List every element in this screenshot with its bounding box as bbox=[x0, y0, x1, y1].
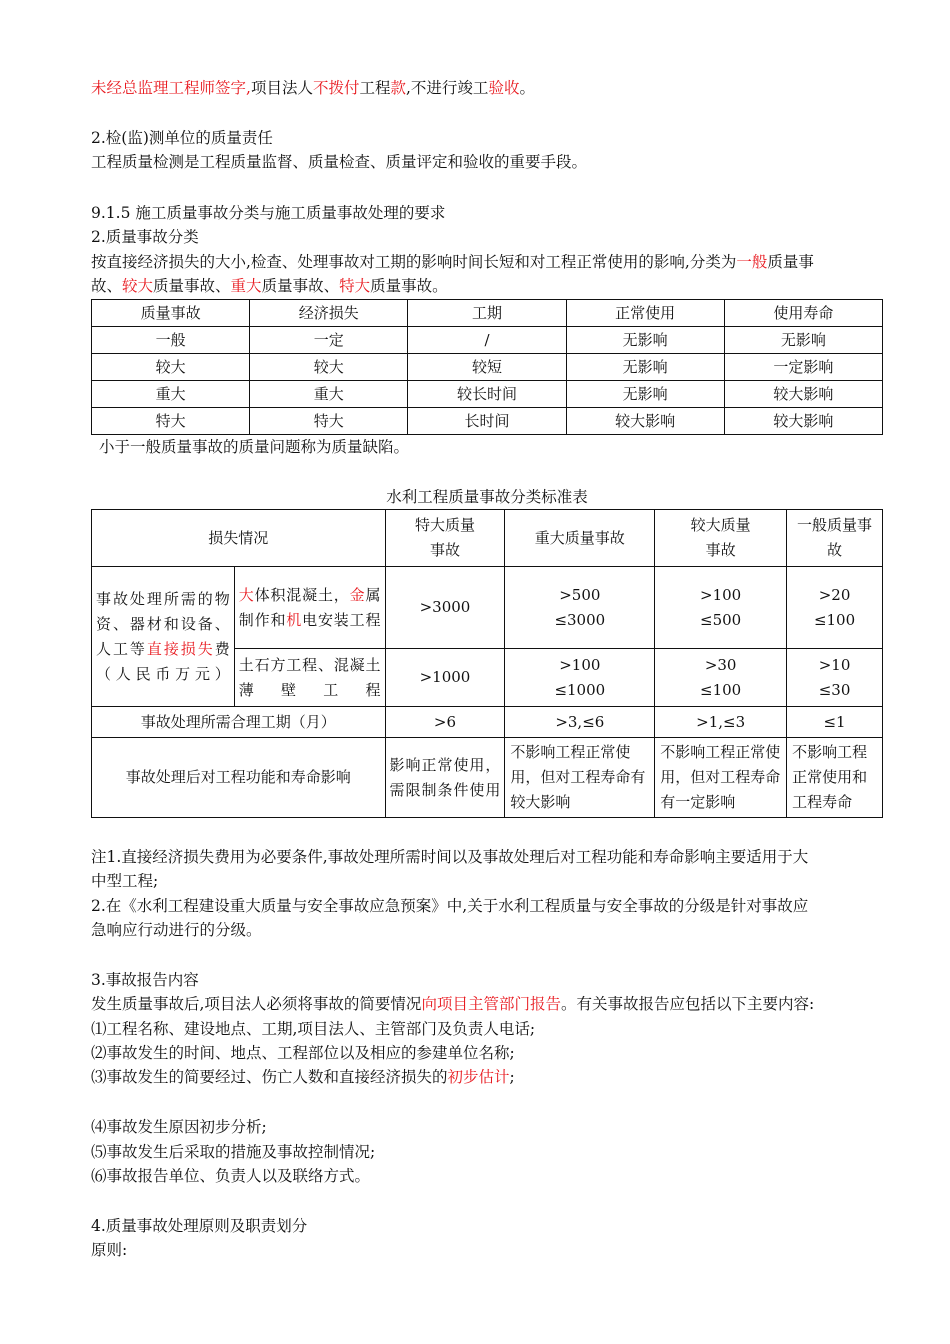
para2-red-3: 特大 bbox=[339, 277, 371, 295]
section-4-heading: 4.质量事故处理原则及职责划分 bbox=[91, 1217, 308, 1235]
list-item: ⑷事故发生原因初步分析; bbox=[91, 1118, 267, 1136]
intro-text-2: 工程 bbox=[359, 79, 391, 97]
para1-red: 一般 bbox=[736, 253, 768, 271]
intro-line bbox=[91, 77, 535, 99]
intro-red-3: 款 bbox=[390, 79, 406, 97]
table1-header: 工期 bbox=[408, 300, 566, 327]
row-a-red-1: 大 bbox=[238, 585, 255, 604]
intro-red-4: 验收 bbox=[488, 79, 520, 97]
table-row bbox=[92, 408, 883, 435]
table1-header-row bbox=[92, 300, 883, 327]
table1-cell: 较短 bbox=[408, 354, 566, 381]
para2-red-2: 重大 bbox=[230, 277, 262, 295]
table2-cell: >6 bbox=[385, 707, 505, 738]
table1-note: 小于一般质量事故的质量问题称为质量缺陷。 bbox=[99, 438, 410, 456]
table2-cell: 不影响工程正常使用，但对工程寿命有一定影响 bbox=[655, 738, 787, 818]
table1-cell: 较大影响 bbox=[724, 381, 882, 408]
note-2-line-2: 急响应行动进行的分级。 bbox=[91, 921, 262, 939]
table1-cell: 无影响 bbox=[566, 381, 724, 408]
table1-header: 使用寿命 bbox=[724, 300, 882, 327]
section-915-subheading: 2.质量事故分类 bbox=[91, 228, 199, 246]
intro-text-3: ,不进行竣工 bbox=[406, 79, 489, 97]
section-3-red: 向项目主管部门报告 bbox=[421, 995, 561, 1013]
accident-category-table bbox=[91, 299, 883, 435]
section-3-text-b: 。有关事故报告应包括以下主要内容: bbox=[560, 995, 815, 1013]
cost-label-red: 直接损失 bbox=[146, 639, 215, 658]
intro-red-2: 不拨付 bbox=[312, 79, 360, 97]
table2-row-a-label bbox=[234, 567, 385, 649]
table2-header: 一般质量事故 bbox=[787, 510, 883, 567]
row-a-red-3: 机 bbox=[286, 610, 303, 629]
table2-header-loss: 损失情况 bbox=[92, 510, 386, 567]
row-a-text-1: 体积混凝土， bbox=[254, 585, 350, 604]
table2-cell: ≤1 bbox=[787, 707, 883, 738]
table1-cell: 特大 bbox=[92, 408, 250, 435]
table1-header: 质量事故 bbox=[92, 300, 250, 327]
table2-cell: >3,≤6 bbox=[505, 707, 655, 738]
item3-red: 初步估计 bbox=[447, 1068, 510, 1086]
item3-text-b: ; bbox=[509, 1068, 515, 1086]
table1-cell: 无影响 bbox=[566, 354, 724, 381]
section-3-para bbox=[91, 993, 814, 1015]
table1-cell: 较大 bbox=[92, 354, 250, 381]
table1-cell: 无影响 bbox=[724, 327, 882, 354]
para2-text-d: 质量事故。 bbox=[370, 277, 448, 295]
table2-cell: >500 ≤3000 bbox=[505, 567, 655, 649]
table2-cell: >1,≤3 bbox=[655, 707, 787, 738]
table-row bbox=[92, 381, 883, 408]
list-item: ⑴工程名称、建设地点、工期,项目法人、主管部门及负责人电话; bbox=[91, 1020, 536, 1038]
table1-cell: 较大 bbox=[250, 354, 408, 381]
table2-cell: >100 ≤1000 bbox=[505, 649, 655, 707]
table2-cell: >30 ≤100 bbox=[655, 649, 787, 707]
table2-header bbox=[385, 510, 505, 567]
table2-header-row bbox=[92, 510, 883, 567]
table2-cell: >10 ≤30 bbox=[787, 649, 883, 707]
intro-text-4: 。 bbox=[519, 79, 535, 97]
table2-caption: 水利工程质量事故分类标准表 bbox=[386, 488, 588, 506]
table1-cell: 重大 bbox=[250, 381, 408, 408]
water-conservancy-classification-table bbox=[91, 509, 883, 818]
table1-cell: / bbox=[408, 327, 566, 354]
note-1-line-2: 中型工程; bbox=[91, 872, 159, 890]
table2-cell: 影响正常使用，需限制条件使用 bbox=[385, 738, 505, 818]
table-row bbox=[92, 327, 883, 354]
cost-label-text: 事故处理所需的物资、器材和设备、人工等 bbox=[96, 589, 230, 658]
table-row bbox=[92, 567, 883, 649]
list-item: ⑹事故报告单位、负责人以及联络方式。 bbox=[91, 1167, 371, 1185]
table2-header: 重大质量事故 bbox=[505, 510, 655, 567]
table2-cell: >100 ≤500 bbox=[655, 567, 787, 649]
note-1-line-1: 注1.直接经济损失费用为必要条件,事故处理所需时间以及事故处理后对工程功能和寿命影响主要适用于大 bbox=[91, 848, 809, 866]
table2-cell: 不影响工程正常使用，但对工程寿命有较大影响 bbox=[505, 738, 655, 818]
table-row bbox=[92, 738, 883, 818]
section-2-heading: 2.检(监)测单位的质量责任 bbox=[91, 129, 273, 147]
para2-text-b: 质量事故、 bbox=[153, 277, 231, 295]
table2-row-b-label: 土石方工程、混凝土薄壁工程 bbox=[234, 649, 385, 707]
classification-para-line1 bbox=[91, 251, 814, 273]
table-row bbox=[92, 354, 883, 381]
table2-cell: 不影响工程正常使用和工程寿命 bbox=[787, 738, 883, 818]
section-3-heading: 3.事故报告内容 bbox=[91, 971, 199, 989]
table1-cell: 一定影响 bbox=[724, 354, 882, 381]
table1-cell: 特大 bbox=[250, 408, 408, 435]
item3-text-a: ⑶事故发生的简要经过、伤亡人数和直接经济损失的 bbox=[91, 1068, 448, 1086]
row-a-red-2: 金 bbox=[349, 585, 366, 604]
table1-cell: 较大影响 bbox=[724, 408, 882, 435]
table2-cell: >20 ≤100 bbox=[787, 567, 883, 649]
row-a-text-3: 电安装工程 bbox=[302, 610, 381, 629]
classification-para-line2 bbox=[91, 275, 448, 297]
table2-header-text: 特大质量事故 bbox=[414, 516, 475, 559]
section-2-body: 工程质量检测是工程质量监督、质量检查、质量评定和验收的重要手段。 bbox=[91, 153, 588, 171]
table1-cell: 无影响 bbox=[566, 327, 724, 354]
intro-text-1: 项目法人 bbox=[250, 79, 313, 97]
table1-cell: 重大 bbox=[92, 381, 250, 408]
note-2-line-1: 2.在《水利工程建设重大质量与安全事故应急预案》中,关于水利工程质量与安全事故的分级是针对事故应 bbox=[91, 897, 809, 915]
table1-cell: 一定 bbox=[250, 327, 408, 354]
section-3-text-a: 发生质量事故后,项目法人必须将事故的简要情况 bbox=[91, 995, 422, 1013]
table2-header-text: 较大质量事故 bbox=[690, 516, 751, 559]
para2-text-a: 故、 bbox=[91, 277, 123, 295]
para2-text-c: 质量事故、 bbox=[261, 277, 340, 295]
table1-cell: 较长时间 bbox=[408, 381, 566, 408]
list-item bbox=[91, 1066, 515, 1088]
section-915-heading: 9.1.5 施工质量事故分类与施工质量事故处理的要求 bbox=[91, 204, 446, 222]
section-4-sub: 原则: bbox=[91, 1241, 128, 1259]
table2-cost-label bbox=[92, 567, 235, 707]
list-item: ⑵事故发生的时间、地点、工程部位以及相应的参建单位名称; bbox=[91, 1044, 515, 1062]
row-a-text-2: 属制作和 bbox=[238, 585, 381, 629]
table2-cell: >3000 bbox=[385, 567, 505, 649]
table2-header bbox=[655, 510, 787, 567]
list-item: ⑸事故发生后采取的措施及事故控制情况; bbox=[91, 1143, 376, 1161]
table1-header: 经济损失 bbox=[250, 300, 408, 327]
table1-cell: 较大影响 bbox=[566, 408, 724, 435]
table2-impact-label: 事故处理后对工程功能和寿命影响 bbox=[92, 738, 386, 818]
table2-period-label: 事故处理所需合理工期（月） bbox=[92, 707, 386, 738]
table2-cell: >1000 bbox=[385, 649, 505, 707]
para1-text-a: 按直接经济损失的大小,检查、处理事故对工期的影响时间长短和对工程正常使用的影响,分类为 bbox=[91, 253, 737, 271]
table1-header: 正常使用 bbox=[566, 300, 724, 327]
table1-cell: 一般 bbox=[92, 327, 250, 354]
intro-red-1: 未经总监理工程师签字, bbox=[91, 79, 251, 97]
table-row bbox=[92, 707, 883, 738]
para2-red-1: 较大 bbox=[122, 277, 154, 295]
cost-label-text-2: 费（人民币万元） bbox=[96, 639, 230, 683]
table1-cell: 长时间 bbox=[408, 408, 566, 435]
para1-text-b: 质量事 bbox=[767, 253, 814, 271]
